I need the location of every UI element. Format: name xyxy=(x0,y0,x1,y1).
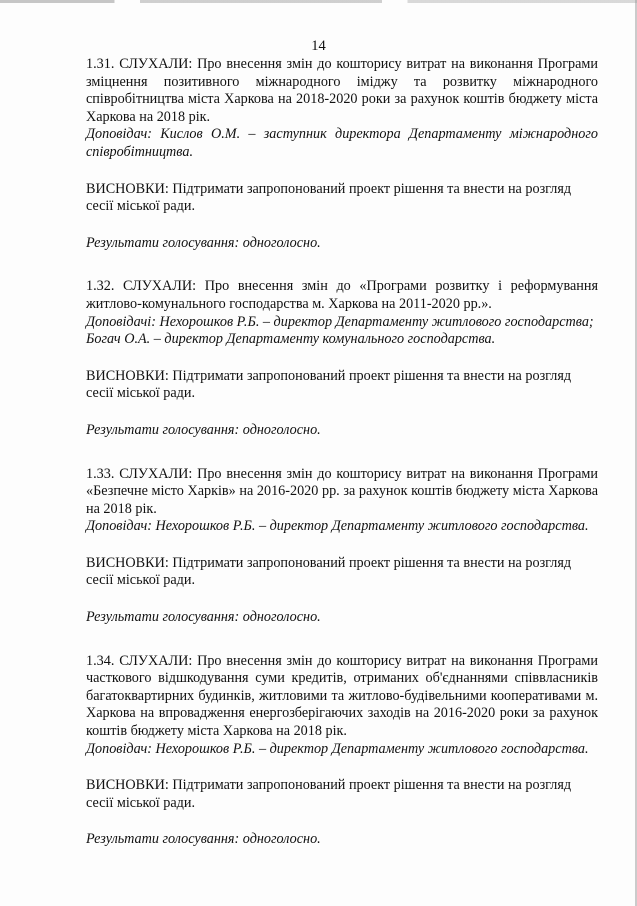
reporter-line: Доповідачі: Нехорошков Р.Б. – директор Департаменту житлового господарства; xyxy=(86,313,594,330)
heard-paragraph: 1.32. СЛУХАЛИ: Про внесення змін до «Програми розвитку і реформування житлово-комунального господарства м. Харкова на 2011-2020 рр.». xyxy=(86,278,598,312)
voting-results: Результати голосування: одноголосно. xyxy=(86,831,321,848)
reporter-line: Доповідач: Кислов О.М. – заступник директора Департаменту міжнародного співробітництва. xyxy=(86,126,598,160)
agenda-item-1-32 xyxy=(86,278,598,439)
conclusion-paragraph: ВИСНОВКИ: Підтримати запропонований проект рішення та внести на розгляд сесії міської ради. xyxy=(86,180,572,215)
heard-paragraph: 1.31. СЛУХАЛИ: Про внесення змін до кошторису витрат на виконання Програми зміцнення позитивного міжнародного іміджу та розвитку міжнародного співробітництва міста Харкова на 2018-2020 роки за рахунок коштів бюджету міста Харкова на 2018 рік. xyxy=(86,56,598,125)
heard-paragraph: 1.34. СЛУХАЛИ: Про внесення змін до кошторису витрат на виконання Програми часткового відшкодування суми кредитів, отриманих об'єднаннями співвласників багатоквартирних будинків, житловими та житлово-будівельними кооперативами м. Харкова на впровадження енергозберігаючих заходів на 2016-2020 роки за рахунок коштів бюджету міста Харкова на 2018 рік. xyxy=(86,652,598,740)
heard-paragraph: 1.33. СЛУХАЛИ: Про внесення змін до кошторису витрат на виконання Програми «Безпечне місто Харків» на 2016-2020 рр. за рахунок коштів бюджету міста Харкова на 2018 рік. xyxy=(86,465,598,517)
reporter-line: Доповідач: Нехорошков Р.Б. – директор Департаменту житлового господарства. xyxy=(86,740,589,757)
voting-results: Результати голосування: одноголосно. xyxy=(86,234,321,251)
conclusion-paragraph: ВИСНОВКИ: Підтримати запропонований проект рішення та внести на розгляд сесії міської ради. xyxy=(86,554,572,589)
conclusion-paragraph: ВИСНОВКИ: Підтримати запропонований проект рішення та внести на розгляд сесії міської ради. xyxy=(86,777,572,811)
page-number: 14 xyxy=(311,38,326,54)
reporter-line: Доповідач: Нехорошков Р.Б. – директор Департаменту житлового господарства. xyxy=(86,518,589,535)
agenda-item-1-34 xyxy=(86,653,598,849)
agenda-item-1-31 xyxy=(86,56,598,252)
scan-edge-top xyxy=(0,0,637,3)
agenda-item-1-33 xyxy=(86,466,598,627)
conclusion-paragraph: ВИСНОВКИ: Підтримати запропонований проект рішення та внести на розгляд сесії міської ради. xyxy=(86,367,572,402)
voting-results: Результати голосування: одноголосно. xyxy=(86,609,321,626)
reporter-line: Богач О.А. – директор Департаменту комунального господарства. xyxy=(86,331,496,348)
voting-results: Результати голосування: одноголосно. xyxy=(86,421,321,438)
minutes-body xyxy=(86,56,598,849)
